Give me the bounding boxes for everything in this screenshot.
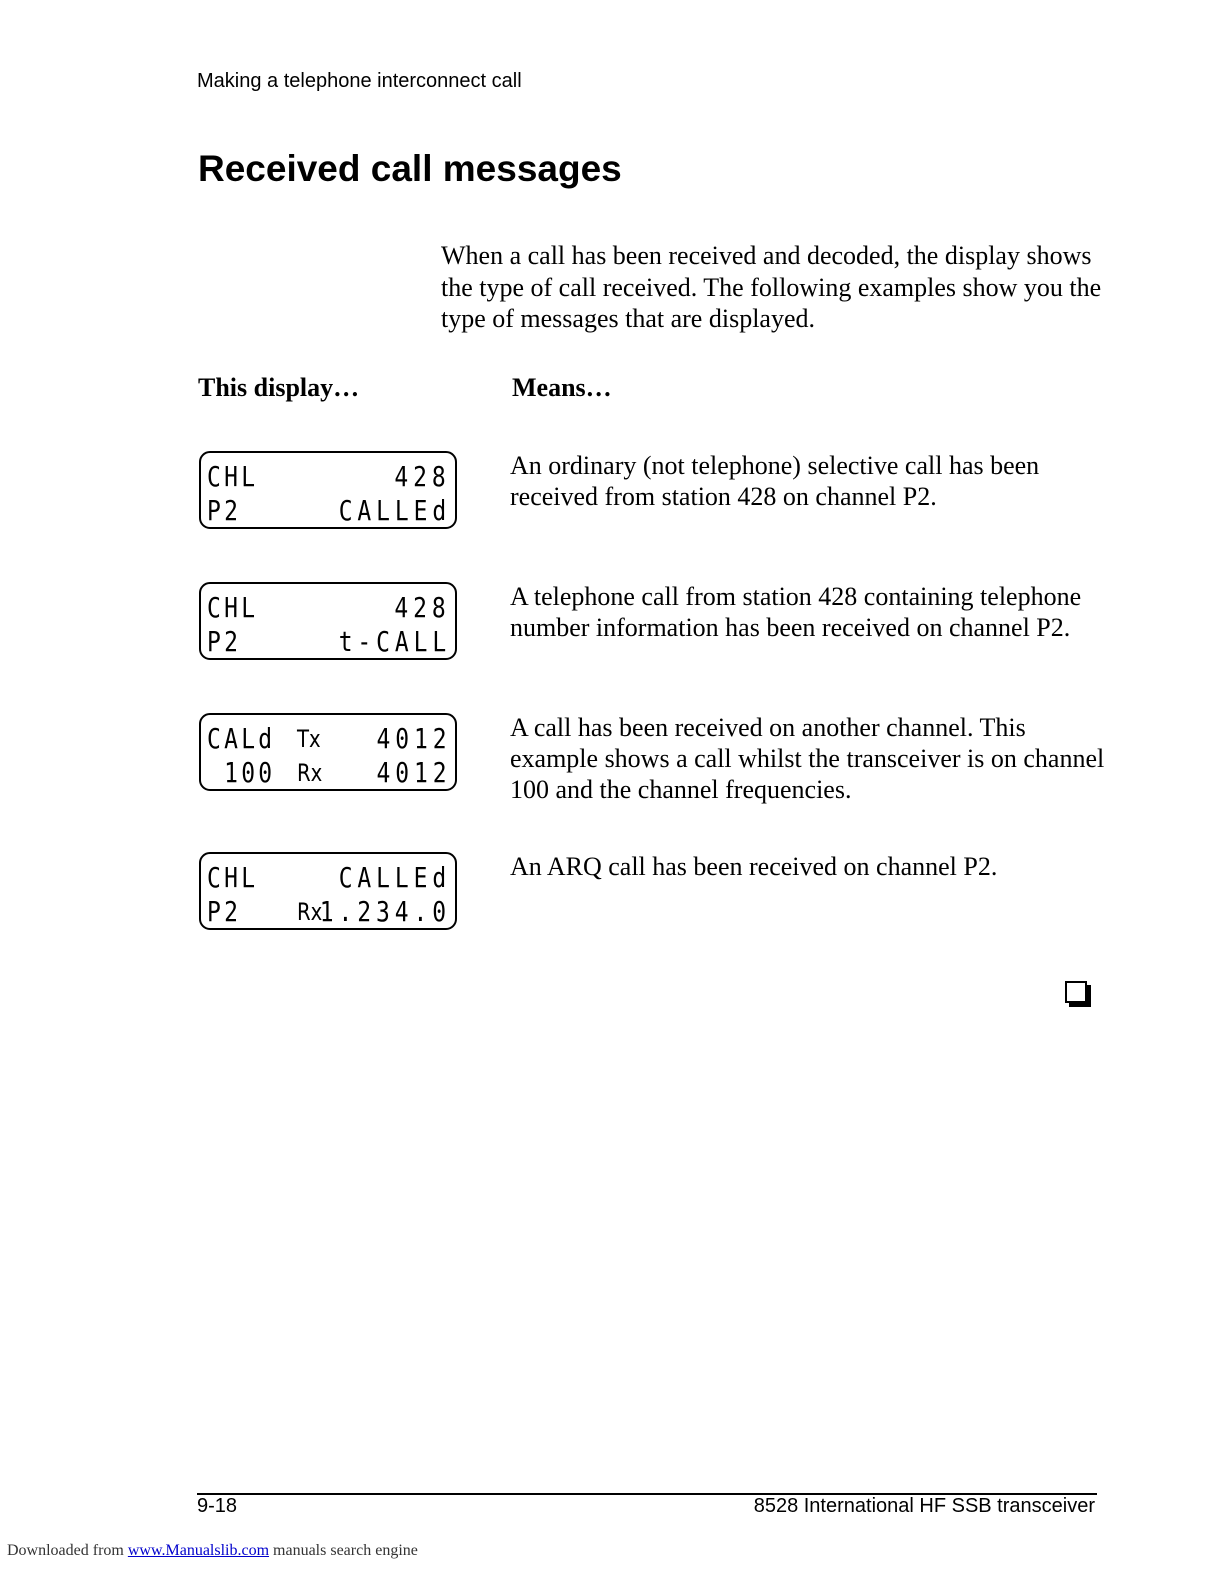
lcd-display-2 <box>199 582 457 660</box>
lcd-text: t-CALL <box>338 625 451 658</box>
lcd-display-4 <box>199 852 457 930</box>
lcd-text: P2 <box>207 895 242 928</box>
meaning-text-4: An ARQ call has been received on channel P2. <box>510 852 998 881</box>
lcd-text: 428 <box>394 460 451 493</box>
lcd-text: CHL <box>207 861 259 894</box>
column-header-display: This display… <box>198 373 360 402</box>
meaning-text-2: A telephone call from station 428 containing telephone number information has been received on channel P2. <box>510 582 1082 642</box>
lcd-text: Rx <box>297 759 323 787</box>
download-suffix: manuals search engine <box>273 1542 418 1559</box>
lcd-display-3 <box>199 713 457 791</box>
lcd-display-1 <box>199 451 457 529</box>
lcd-text: CHL <box>207 460 259 493</box>
column-header-means: Means… <box>512 373 612 402</box>
page-number: 9-18 <box>197 1495 238 1517</box>
lcd-text: Tx <box>297 725 321 753</box>
lcd-text: 100 <box>207 756 276 789</box>
lcd-text: CALLEd <box>338 861 451 894</box>
lcd-text: CHL <box>207 591 259 624</box>
manualslib-link[interactable]: www.Manualslib.com <box>127 1542 270 1559</box>
lcd-text: 1.234.0 <box>319 895 451 928</box>
lcd-text: Rx <box>297 898 323 926</box>
lcd-text: P2 <box>207 494 242 527</box>
intro-paragraph: When a call has been received and decoded, the display shows the type of call received. The following examples show you the type of messages that are displayed. <box>441 241 1102 333</box>
meaning-text-3: A call has been received on another channel. This example shows a call whilst the transceiver is on channel 100 and the channel frequencies. <box>510 713 1105 804</box>
lcd-text: CALd <box>207 722 276 755</box>
lcd-text: P2 <box>207 625 242 658</box>
lcd-text: 4012 <box>376 756 451 789</box>
lcd-text: 4012 <box>376 722 451 755</box>
download-prefix: Downloaded from <box>7 1542 124 1559</box>
product-name: 8528 International HF SSB transceiver <box>753 1495 1095 1517</box>
lcd-text: CALLEd <box>338 494 451 527</box>
running-header: Making a telephone interconnect call <box>197 70 522 92</box>
meaning-text-1: An ordinary (not telephone) selective call has been received from station 428 on channel P2. <box>510 451 1040 511</box>
end-of-section-box-icon <box>1065 981 1087 1003</box>
lcd-text: 428 <box>394 591 451 624</box>
page-title: Received call messages <box>198 148 622 189</box>
download-note <box>7 1542 418 1560</box>
